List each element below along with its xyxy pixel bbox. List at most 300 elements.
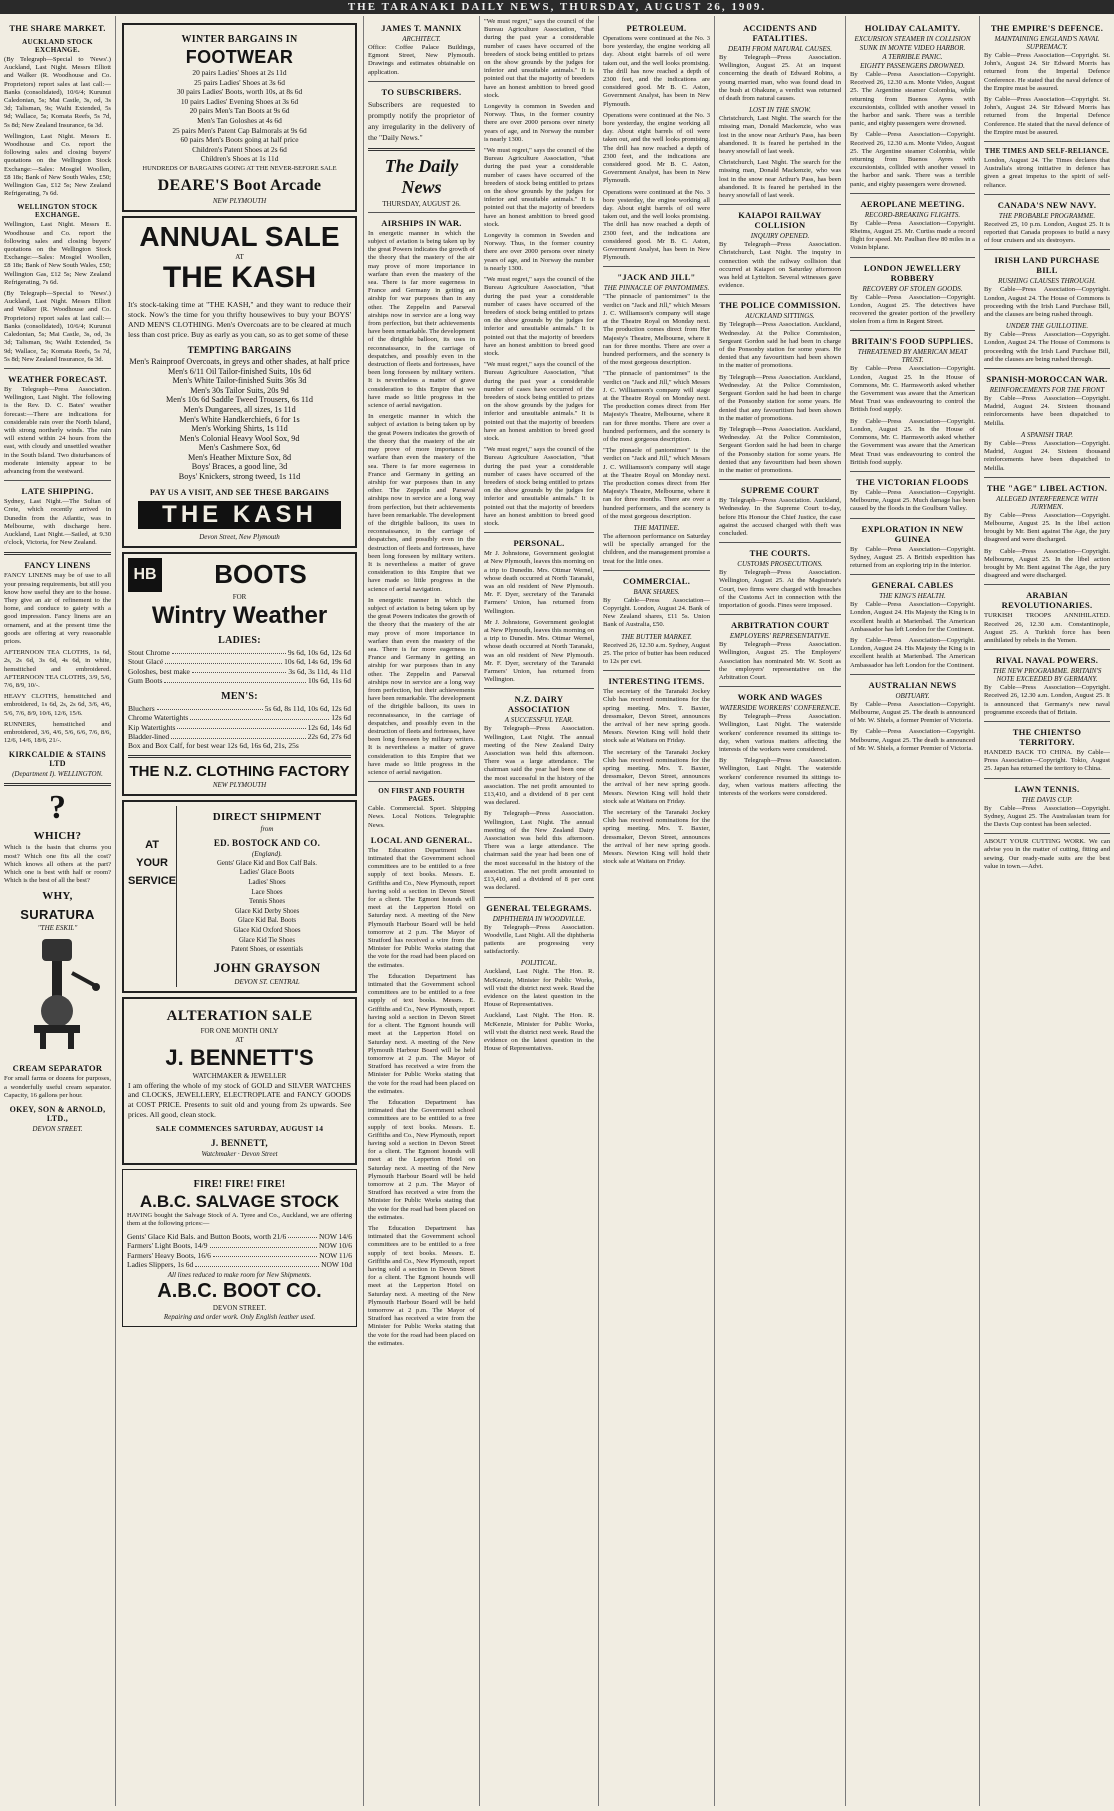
item-name: Gum Boots: [128, 676, 163, 686]
divider: [719, 479, 841, 480]
jewellery-text: By Cable—Press Association—Copyright. London, August 25. The detectives have recovered the greater portion of the jewellery stolen from a firm in Regent Street.: [850, 293, 975, 326]
item-price: 10s 6d, 14s 6d, 19s 6d: [284, 657, 351, 667]
guinea-text: By Cable—Press Association—Copyright. Sydney, August 25. A British expedition has returned from an exploring trip in the interior.: [850, 545, 975, 569]
fancy-linens-heading: FANCY LINENS: [24, 560, 91, 571]
box-calf-text: Box and Box Calf, for best wear 12s 6d, 16s 6d, 21s, 25s: [128, 740, 299, 750]
list-item: Men's Dungarees, all sizes, 1s 11d: [183, 404, 296, 414]
bank-shares-heading: BANK SHARES.: [633, 587, 680, 596]
arabian-heading: ARABIAN REVOLUTIONARIES.: [1001, 590, 1093, 611]
spanish-heading: SPANISH-MOROCCAN WAR.: [986, 374, 1108, 385]
divider: [719, 614, 841, 615]
divider: [603, 266, 710, 267]
divider: [4, 480, 111, 481]
leader-dots: [210, 1241, 317, 1248]
lost-snow-heading: LOST IN THE SNOW.: [749, 106, 811, 115]
list-item: Men's White Tailor-finished Suits 36s 3d: [172, 376, 307, 386]
on-first-text: Cable. Commercial. Sport. Shipping News. Local Notices. Telegraphic News.: [368, 805, 475, 829]
divider: [984, 141, 1110, 142]
masthead: THE TARANAKI DAILY NEWS, THURSDAY, AUGUST 26, 1909.: [0, 0, 1114, 14]
price-row: [128, 723, 351, 733]
work-wages-heading: WORK AND WAGES: [737, 692, 823, 703]
top-text: "We must regret," says the council of the Bureau Agriculture Association, "that during the past year a considerable number of cases have occurred of the breeders of stock being entitled to prizes on the show grounds by the judges for inferior and unsuitable animals." It is pointed out that the majority of breeders have an honest ambition to breed good stock.: [484, 18, 594, 99]
list-item: Men's Cashmere Sox, 6d: [198, 443, 281, 453]
dairy-text: By Telegraph—Press Association. Wellington, Last Night. The annual meeting of the New Zealand Dairy Association was held this afternoon. There was a large attendance. The chairman said the year had been one of the most successful in the history of the association. The net profit amounted to £13,410, and a dividend of 8 per cent was declared.: [484, 725, 594, 807]
subscribers-text: Subscribers are requested to promptly notify the proprietor of any irregularity in the delivery of the "Daily News.": [368, 99, 475, 142]
defence-text-2: By Cable—Press Association—Copyright. St. John's, August 24. Sir Edward Morris has returned from the Imperial Defence Conference. He stated that the naval defence of the Empire must be assured.: [984, 96, 1110, 136]
item-price: 3s 6d, 3s 11d, 4s 11d: [288, 666, 351, 676]
divider: [850, 330, 975, 331]
aeroplane-heading: AEROPLANE MEETING.: [860, 198, 965, 209]
davis-heading: THE DAVIS CUP.: [1021, 795, 1073, 804]
item-name: Goloshes, best make: [128, 666, 190, 676]
top-text-5: "We must regret," says the council of the Bureau Agriculture Association, "that during the past year a considerable number of cases have occurred of the breeders of stock being entitled to prizes on the show grounds by the judges for inferior and unsuitable animals." It is pointed out that the majority of breeders have an honest ambition to breed good stock.: [484, 446, 594, 527]
editorial-text-2: In energetic manner in which the subject of aviation is being taken up by the great Powers indicates the growth of the theory that the mastery of the air may prove of more importance in warfare than even the mastery of the sea. There is far more eagerness in France and Germany in getting an airship for war purposes than in any other. The Zeppelin and Parseval airships now in service are a long way from perfection, but their achievements have been remarkable. The development of the dirigible balloon, its uses in reconnaissance, in the carriage of despatches, and possibly even in the destruction of fleets and fortresses, have been long foreseen by military writers. It is nevertheless a matter of grave consideration to this Empire that we have made so little progress in the science of aerial navigation.: [368, 413, 475, 593]
cables-text: By Cable—Press Association—Copyright. London, August 24. His Majesty the King is in excellent health at Marienbad. The American Ambassador has left London for the Continent.: [850, 601, 975, 633]
item-price: 12s 6d, 14s 6d: [307, 722, 351, 732]
bostock-items-list: [183, 859, 351, 955]
matinee-heading: THE MATINEE.: [633, 523, 680, 532]
jack-jill-heading: "JACK AND JILL": [617, 272, 696, 283]
death-text: By Telegraph—Press Association. Wellington, August 25. At an inquest concerning the death of Edward Robins, a young married man, who was found dead in the bush at Ohakune, a verdict was returned of death from natural causes.: [719, 54, 841, 103]
libel-sub: ALLEGED INTERFERENCE WITH JURYMEN.: [996, 494, 1098, 511]
australian-heading: AUSTRALIAN NEWS: [868, 679, 957, 690]
holiday-text-2: By Cable—Press Association—Copyright. Received 26, 12.30 a.m. Monte Video, August 25. The Argentine steamer Colombia, while returning from Buenos Ayres with excursionists, collided with another vessel in the harbor and sank. There was a terrible panic, and eighty passengers were drowned.: [850, 131, 975, 188]
bostock-title: ED. BOSTOCK AND CO.: [213, 837, 321, 848]
customs-text: By Telegraph—Press Association. Wellington, August 25. At the Magistrate's Court, two firms were charged with breaches of the Customs Act in connection with the importation of goods. Fines were imposed.: [719, 569, 841, 609]
item-name: Bluchers: [128, 703, 155, 713]
aus-text-2: By Cable—Press Association—Copyright. Melbourne, August 25. The death is announced of Mr. W. Shiels, a former Premier of Victoria.: [850, 728, 975, 752]
from-label: from: [260, 824, 274, 833]
alteration-title: ALTERATION SALE: [166, 1007, 313, 1024]
item-name: Kip Watertights: [128, 722, 176, 732]
watchmaker-label: WATCHMAKER & JEWELLER: [192, 1071, 287, 1080]
longevity-text-2: Longevity is common in Sweden and Norway. Thus, in the former country there are over 2000 persons over ninety years of age, and in Norway the number is nearly 1300.: [484, 232, 594, 272]
abc-address: DEVON STREET.: [212, 1303, 267, 1312]
irish-heading: IRISH LAND PURCHASE BILL: [994, 255, 1100, 276]
leader-dots: [172, 648, 286, 655]
on-first-heading: ON FIRST AND FOURTH PAGES.: [378, 787, 465, 804]
food-text: By Cable—Press Association—Copyright. London, August 25. In the House of Commons, Mr. C. Harmsworth asked whether the Government was aware that the American Meat Trust was endeavouring to control the British food supply.: [850, 365, 975, 414]
item-price: NOW 14/6: [319, 1231, 352, 1241]
list-item: 30 pairs Ladies' Boots, worth 10s, at 8s 6d: [176, 87, 303, 97]
divider: [984, 649, 1110, 650]
mens-price-list: [128, 704, 351, 742]
wellington-exchange-text-2: (By Telegraph—Special to 'News'.) Auckland, Last Night. Messrs Elliott and Walker (R. Woodhouse and Co. Proprietors) report sales at last call:—Banks (consolidated), 10/6/4; Kurunui Caledonian, 5s; Mai Castle, 3s, od, 3s 3d; Talisman, 9s; Waihi Extended, 5s 9d; Wallace, 5s; Komata Reefs, 5s 7d, 5s 8d; New Zealand Insurance, 6s 3d.: [4, 290, 111, 363]
leader-dots: [190, 713, 329, 720]
item-name: Farmers' Light Boots, 14/9: [127, 1241, 208, 1251]
ad-text: ABOUT YOUR CUTTING WORK. We can advise you in the matter of cutting, fitting and sewing. Our ready-made suits are the best value in town.—Advt.: [984, 838, 1110, 870]
chientso-text: HANDED BACK TO CHINA. By Cable—Press Association—Copyright. Tokio, August 25. Japan has returned the territory to China.: [984, 748, 1110, 773]
trap-heading: A SPANISH TRAP.: [1021, 430, 1073, 439]
kaiapoi-text: By Telegraph—Press Association. Christchurch, Last Night. The inquiry in connection with the railway collision that occurred at Kaiapoi on Saturday afternoon was held at Lyttelton. Several witnesses gave evidence.: [719, 241, 841, 290]
list-item: Men's 10s 6d Saddle Tweed Trousers, 6s 11d: [166, 395, 313, 405]
subscribers-heading: TO SUBSCRIBERS.: [381, 86, 462, 97]
england-label: (England).: [251, 849, 283, 858]
item-price: 22s 6d, 27s 6d: [307, 732, 351, 742]
divider: [4, 783, 111, 786]
bennett-ad: [122, 997, 357, 1165]
diphtheria-text: By Telegraph—Press Association. Woodville, Last Night. All the diphtheria patients are progressing very satisfactorily.: [484, 923, 594, 956]
divider: [984, 584, 1110, 585]
salvage-price-list: [127, 1232, 352, 1270]
salvage-text: HAVING bought the Salvage Stock of A. Tyree and Co., Auckland, we are offering them at the following prices:—: [127, 1212, 352, 1228]
all-lines-text: All lines reduced to make room for New Shipments.: [167, 1270, 312, 1279]
the-kash-title: THE KASH: [162, 260, 317, 294]
jack-jill-text-2: "The pinnacle of pantomimes" is the verdict on "Jack and Jill," which Messrs J. C. Williamson's company will stage at the Theatre Royal on Monday next. The production comes direct from Her Majesty's Theatre, Melbourne, where it ran for three months. There are over a hundred performers, and the scenery is of the most gorgeous description.: [603, 370, 710, 443]
leader-dots: [165, 657, 282, 664]
list-item: Boys' Knickers, strong tweed, 1s 11d: [178, 472, 301, 482]
leader-dots: [171, 732, 306, 739]
at-label-2: AT: [235, 1035, 244, 1044]
item-price: 10s 6d, 11s 6d: [307, 676, 351, 686]
list-item: Men's Heather Mixture Sox, 8d: [187, 452, 292, 462]
list-item: 20 pairs Men's Tan Boots at 9s 6d: [189, 106, 290, 116]
column-2: [116, 16, 364, 1806]
obituary-heading: OBITUARY.: [895, 691, 930, 700]
price-row: [128, 657, 351, 667]
nz-clothing-address: NEW PLYMOUTH: [212, 780, 267, 789]
cream-separator-text: For small farms or dozens for purposes, a wonderfully useful cream separator. Capacity, 16 gallons per hour.: [4, 1075, 111, 1099]
longevity-text: Longevity is common in Sweden and Norway. Thus, in the former country there are over 2000 persons over ninety years of age, and in Norway the number is nearly 1300.: [484, 103, 594, 143]
column-5: [599, 16, 715, 1806]
dairy-text-2: By Telegraph—Press Association. Wellington, Last Night. The annual meeting of the New Zealand Dairy Association was held this afternoon. There was a large attendance. The chairman said the year had been one of the most successful in the history of the association. The net profit amounted to £13,410, and a dividend of 8 per cent was declared.: [484, 810, 594, 892]
shipping-text: Sydney, Last Night.—The Sultan of Crete, which recently arrived in Dunedin from the Atlantic, was in Melbourne, with discharge here. Auckland, Last Night.—Sailed, at 9.30 o'clock, Victoria, for New Zealand.: [4, 498, 111, 547]
shipping-heading: LATE SHIPPING.: [21, 486, 94, 497]
employers-heading: EMPLOYERS' REPRESENTATIVE.: [729, 632, 831, 641]
political-text: Auckland, Last Night. The Hon. R. McKenzie, Minister for Public Works, will visit the district next week. Read the evidence on the latest question in the House of Representatives.: [484, 968, 594, 1009]
price-row: [128, 676, 351, 686]
auckland-exchange-heading: AUCKLAND STOCK EXCHANGE.: [22, 38, 93, 54]
personal-text: Mr J. Johnstone, Government geologist at New Plymouth, leaves this morning on a trip to Dunedin. Mrs. Ottmar Wernel, whose death occurred at North Taranaki, was an old resident of New Plymouth. Mr. F. Dyer, secretary of the Taranaki Farmers' Union, has returned from Wellington.: [484, 550, 594, 615]
abc-boot-title: A.B.C. BOOT CO.: [157, 1279, 322, 1302]
divider: [850, 574, 975, 575]
price-row: [127, 1232, 352, 1242]
spanish-text: By Cable—Press Association—Copyright. Madrid, August 24. Sixteen thousand reinforcements have been dispatched to Melilla.: [984, 395, 1110, 427]
floods-heading: THE VICTORIAN FLOODS: [856, 476, 969, 487]
grayson-ad: [122, 800, 357, 993]
editorial-text-3: In energetic manner in which the subject of aviation is being taken up by the great Powers indicates the growth of the theory that the mastery of the air may prove of more importance in warfare than even the mastery of the sea. There is far more eagerness in France and Germany in getting an airship for war purposes than in any other. The Zeppelin and Parseval airships now in service are a long way from perfection, but their achievements have been remarkable. The development of the dirigible balloon, its uses in reconnaissance, in the carriage of despatches, and possibly even in the destruction of fleets and fortresses, have been long foreseen by military writers. It is nevertheless a matter of grave consideration to this Empire that we have made so little progress in the science of aerial navigation.: [368, 596, 475, 777]
abc-footer: Repairing and order work. Only English leather used.: [163, 1312, 316, 1321]
architect-label: ARCHITECT.: [402, 35, 441, 43]
bennett-text: I am offering the whole of my stock of GOLD and SILVER WATCHES and CLOCKS, JEWELLERY, ELECTROPLATE and FANCY GOODS at COST PRICE. Presents to suit old and young from 2s upwards. See prices. All good, clean stock.: [128, 1080, 351, 1119]
james-heading: JAMES T. MANNIX: [381, 23, 462, 33]
divider: [4, 368, 111, 369]
record-heading: RECORD-BREAKING FLIGHTS.: [864, 210, 961, 219]
mens-heading: MEN'S:: [221, 690, 258, 702]
okey-heading: OKEY, SON & ARNOLD, LTD.,: [9, 1105, 106, 1124]
share-market-heading: THE SHARE MARKET.: [9, 23, 106, 33]
grayson-title: JOHN GRAYSON: [213, 959, 321, 975]
list-item: Children's Patent Shoes at 2s 6d: [192, 144, 287, 154]
list-item: Glace Kid Oxford Shoes: [233, 927, 301, 935]
wages-text: By Telegraph—Press Association. Wellington, Last Night. The waterside workers' conference resumed its sittings to-day, when various matters affecting the interests of the workers were considered.: [719, 713, 841, 753]
paper-title: The Daily News: [384, 155, 459, 197]
lost-snow-text: Christchurch, Last Night. The search for the missing man, Donald Mackenzie, who was lost in the snow near Arthur's Pass, has been abandoned. It is feared he perished in the heavy snowfall of last week.: [719, 115, 841, 156]
list-item: Men's 30s Tailor Suits, 20s 9d: [190, 385, 289, 395]
top-text-2: "We must regret," says the council of the Bureau Agriculture Association, "that during the past year a considerable number of cases have occurred of the breeders of stock being entitled to prizes on the show grounds by the judges for inferior and unsuitable animals." It is pointed out that the majority of breeders have an honest ambition to breed good stock.: [484, 147, 594, 228]
arbitration-text: By Telegraph—Press Association. Wellington, August 25. The Employers' Association has nominated Mr. W. Scott as the employers' representative on the Arbitration Court.: [719, 641, 841, 681]
cream-separator-icon: [4, 933, 110, 1053]
tennis-text: By Cable—Press Association—Copyright. Sydney, August 25. The Australasian team for the Davis Cup contest has been selected.: [984, 804, 1110, 828]
reinforcements-heading: REINFORCEMENTS FOR THE FRONT: [989, 386, 1105, 395]
supreme-heading: SUPREME COURT: [741, 485, 819, 496]
times-heading: THE TIMES AND SELF-RELIANCE.: [984, 147, 1110, 156]
abc-salvage-title: A.B.C. SALVAGE STOCK: [139, 1192, 340, 1212]
guinea-heading: EXPLORATION IN NEW GUINEA: [861, 523, 964, 544]
column-6: [715, 16, 846, 1806]
cream-separator-heading: CREAM SEPARATOR: [12, 1063, 103, 1074]
divider: [719, 686, 841, 687]
top-text-4: "We must regret," says the council of the Bureau Agriculture Association, "that during the past year a considerable number of cases have occurred of the breeders of stock being entitled to prizes on the show grounds by the judges for inferior and unsuitable animals." It is pointed out that the majority of breeders have an honest ambition to breed good stock.: [484, 361, 594, 442]
item-price: 9s 6d, 10s 6d, 12s 6d: [287, 647, 351, 657]
excursion-heading: EXCURSION STEAMER IN COLLISION: [854, 35, 971, 43]
annual-sale-title: ANNUAL SALE: [139, 220, 340, 252]
interesting-heading: INTERESTING ITEMS.: [608, 676, 705, 687]
divider: [984, 833, 1110, 834]
leader-dots: [288, 1232, 317, 1239]
deares-title: DEARE'S Boot Arcade: [157, 176, 322, 194]
divider: [484, 532, 594, 533]
list-item: Ladies' Shoes: [248, 879, 286, 887]
auckland-exchange-text: (By Telegraph—Special to 'News'.) Auckland, Last Night. Messrs Elliott and Walker (R. Woodhouse and Co. Proprietors) report sales at last call:—Banks (consolidated), 10/6/4; Kurunui Caledonian, 5s; Mai Castle, 3s, od, 3s 3d; Talisman, 9s; Waihi Extended, 5s 9d; Wallace, 5s; Komata Reefs, 5s 7d, 5s 8d; New Zealand Insurance, 6s 3d.: [4, 56, 111, 129]
jack-jill-text-3: "The pinnacle of pantomimes" is the verdict on "Jack and Jill," which Messrs J. C. Williamson's company will stage at the Theatre Royal on Monday next. The production comes direct from Her Majesty's Theatre, Melbourne, where it ran for three months. There are over a hundred performers, and the scenery is of the most gorgeous description.: [603, 447, 710, 520]
list-item: Men's White Handkerchiefs, 6 for 1s: [179, 414, 300, 424]
food-heading: BRITAIN'S FOOD SUPPLIES.: [851, 336, 974, 347]
item-name: Stout Glacé: [128, 657, 164, 667]
canada-text: Received 25, 10 p.m. London, August 25. It is reported that Canada proposes to build a navy of four cruisers and six destroyers.: [984, 220, 1110, 245]
kirkcaldie-heading: KIRKCALDIE & STAINS LTD: [8, 750, 107, 769]
local-general-text-3: The Education Department has intimated that the Government school committees are to be entitled to a free supply of text books. Messrs. E. Griffiths and Co., New Plymouth, report having sold a section in Devon Street for a client. The Egmont hounds will meet at the Lepperton Hotel on Saturday next. A meeting of the New Plymouth Harbour Board will be held tomorrow at 2 p.m. The Mayor of Stratford has received a wire from the Minister for Public Works stating that the vote for the road had been placed on the estimates.: [368, 1098, 475, 1221]
guillotine-heading: UNDER THE GUILLOTINE.: [1005, 322, 1089, 331]
footwear-title: FOOTWEAR: [185, 47, 294, 67]
commercial-heading: COMMERCIAL.: [622, 575, 691, 586]
waterside-heading: WATERSIDE WORKERS' CONFERENCE.: [719, 704, 841, 713]
james-text: Office: Coffee Palace Buildings, Egmont Street, New Plymouth. Drawings and estimates obtainable on application.: [368, 44, 475, 76]
suratura-heading: SURATURA: [20, 907, 95, 923]
which-text: Which is the basin that churns you most? Which one fits all the cost? Which knows all others at the part? Which one is best with half or room? Which is the best of all the best?: [4, 844, 111, 885]
divider: [984, 721, 1110, 722]
personal-text-2: Mr J. Johnstone, Government geologist at New Plymouth, leaves this morning on a trip to Dunedin. Mrs. Ottmar Wernel, whose death occurred at North Taranaki, was an old resident of New Plymouth. Mr. F. Dyer, secretary of the Taranaki Farmers' Union, has returned from Wellington.: [484, 618, 594, 684]
general-telegrams-heading: GENERAL TELEGRAMS.: [486, 902, 592, 913]
food-sub: THREATENED BY AMERICAN MEAT TRUST.: [857, 348, 968, 365]
item-price: 12s 6d: [331, 713, 351, 723]
divider: [850, 471, 975, 472]
heavy-cloths-text: HEAVY CLOTHS, hemstitched and embroidered, 1s 6d, 2s, 2s 6d, 3/6, 4/6, 5/6, 7/6, 8/9, 10/6, 12/6, 15/6.: [4, 693, 111, 717]
sunk-heading: SUNK IN MONTE VIDEO HARBOR.: [859, 44, 966, 52]
rival-text: By Cable—Press Association—Copyright. Received 26, 12.30 a.m. London, August 25. It is announced that Germany's new naval programme exceeds that of Britain.: [984, 684, 1110, 716]
ladies-heading: LADIES:: [218, 634, 261, 646]
times-text: London, August 24. The Times declares that Australia's strong initiative in defence has given a great impetus to the spirit of self-reliance.: [984, 157, 1110, 189]
list-item: 25 pairs Men's Patent Cap Balmorals at 9s 6d: [172, 125, 307, 135]
list-item: Ladies' Glace Boots: [239, 869, 295, 877]
auckland-sittings-heading: AUCKLAND SITTINGS.: [745, 312, 815, 321]
list-item: Men's Tan Goloshes at 4s 6d: [197, 115, 282, 125]
okey-address: DEVON STREET.: [32, 1125, 83, 1134]
divider: [984, 778, 1110, 779]
petroleum-text: Operations were continued at the No. 3 bore yesterday, the engine working all day. About eight barrels of oil were taken out, and the well looks promising. The drill has now reached a depth of 2300 feet, and the indications are considered good. Mr B. C. Aston, Government Analyst, has been in New Plymouth.: [603, 35, 710, 108]
divider: [984, 194, 1110, 195]
cables-heading: GENERAL CABLES: [871, 580, 954, 591]
item-price: NOW 11/6: [319, 1250, 352, 1260]
chientso-heading: THE CHIENTSO TERRITORY.: [1012, 726, 1082, 747]
kash-logo: THE KASH: [138, 501, 341, 529]
why-heading: WHY,: [42, 890, 73, 903]
list-item: Glace Kid Derby Shoes: [234, 907, 300, 915]
canada-sub: THE PROBABLE PROGRAMME.: [998, 211, 1096, 220]
libel-text-2: By Cable—Press Association—Copyright. Melbourne, August 25. In the libel action brought by Mr. Bent against The Age, the jury disagreed and were discharged.: [984, 547, 1110, 580]
divider: [984, 368, 1110, 369]
local-general-heading: LOCAL AND GENERAL.: [370, 834, 473, 845]
leader-dots: [157, 704, 263, 711]
editorial-text-1: In energetic manner in which the subject of aviation is being taken up by the great Powers indicates the growth of the theory that the mastery of the air may prove of more importance in warfare than even the mastery of the sea. There is far more eagerness in France and Germany in getting an airship for war purposes than in any other. The Zeppelin and Parseval airships now in service are a long way from perfection, but their achievements have been remarkable. The development of the dirigible balloon, its uses in reconnaissance, in the carriage of despatches, and possibly even in the destruction of fleets and fortresses, have been long foreseen by military writers. It is nevertheless a matter of grave consideration to this Empire that we have made so little progress in the science of aerial navigation.: [368, 229, 475, 410]
price-row: [127, 1260, 352, 1270]
list-item: Men's Colonial Heavy Wool Sox, 9d: [179, 433, 300, 443]
abc-ad: [122, 1169, 357, 1326]
list-item: Glace Kid Tie Shoes: [238, 936, 296, 944]
canada-heading: CANADA'S NEW NAVY.: [997, 199, 1097, 210]
grayson-address: DEVON ST. CENTRAL: [234, 977, 300, 986]
sale-commences: SALE COMMENCES SATURDAY, AUGUST 14: [155, 1124, 324, 1134]
item-name: Ladies Slippers, 1s 6d: [127, 1260, 194, 1270]
column-7: [846, 16, 980, 1806]
for-label: FOR: [232, 592, 247, 601]
irish-text-2: By Cable—Press Association—Copyright. London, August 24. The House of Commons is proceeding with the Irish Land Purchase Bill, and the clauses are being rushed through.: [984, 331, 1110, 363]
jewellery-heading: LONDON JEWELLERY ROBBERY: [863, 262, 962, 283]
floods-text: By Cable—Press Association—Copyright. Melbourne, August 25. Much damage has been caused by the floods in the Goulburn Valley.: [850, 488, 975, 513]
divider: [850, 518, 975, 519]
list-item: 20 pairs Ladies' Shoes at 2s 11d: [192, 68, 287, 77]
auckland-exchange-text-2: Wellington, Last Night. Messrs E. Woodhouse and Co. report the following sales and closing buyers' quotations on the Wellington Stock Exchange:—Sales: Mosgiel Woollen, £8 18s; Bank of New South Wales, £50; Wellington Gas, £12 5s; New Zealand Refrigerating, 7s 6d.: [4, 132, 111, 198]
divider: [603, 570, 710, 571]
leader-dots: [195, 1260, 319, 1267]
tempting-bargains: TEMPTING BARGAINS: [187, 344, 292, 355]
lost-snow-text-2: Christchurch, Last Night. The search for the missing man, Donald Mackenzie, who was lost in the snow near Arthur's Pass, has been abandoned. It is feared he perished in the heavy snowfall of last week.: [719, 159, 841, 200]
divider: [719, 294, 841, 295]
defence-sub: MAINTAINING ENGLAND'S NAVAL SUPREMACY.: [994, 35, 1100, 51]
leader-dots: [177, 723, 305, 730]
wellington-exchange-heading: WELLINGTON STOCK EXCHANGE.: [17, 203, 98, 220]
divider: [368, 781, 475, 782]
bennett-title: J. BENNETT'S: [165, 1044, 314, 1070]
pay-visit-text: PAY US A VISIT, AND SEE THESE BARGAINS: [149, 487, 330, 497]
fancy-linens-text: FANCY LINENS may be of use to all your pressing requirements, but still you know how useful they are to the house. They give an air of refinement to the home, and conduce to gaiety with a good impression. Fancy linens are an ornament, and at the present time the goods are offering at very reasonable prices.: [4, 572, 111, 645]
boots-title: BOOTS: [214, 559, 307, 590]
divider: [984, 249, 1110, 250]
deares-ad: [122, 23, 357, 212]
petroleum-text-2: Operations were continued at the No. 3 bore yesterday, the engine working all day. About eight barrels of oil were taken out, and the well looks promising. The drill has now reached a depth of 2300 feet, and the indications are considered good. Mr B. C. Aston, Government Analyst, has been in New Plymouth.: [603, 111, 710, 185]
wellington-exchange-text: Wellington, Last Night. Messrs E. Woodhouse and Co. report the following sales and closing buyers' quotations on the Wellington Stock Exchange:—Sales: Mosgiel Woollen, £8 18s; Bank of New South Wales, £50; Wellington Gas, £12 5s; New Zealand Refrigerating, 7s 6d.: [4, 221, 111, 286]
petroleum-text-3: Operations were continued at the No. 3 bore yesterday, the engine working all day. About eight barrels of oil were taken out, and the well looks promising. The drill has now reached a depth of 2300 feet, and the indications are considered good. Mr B. C. Aston, Government Analyst, has been in New Plymouth.: [603, 188, 710, 262]
list-item: 60 pairs Men's Boots going at half price: [180, 135, 299, 145]
holiday-heading: HOLIDAY CALAMITY.: [864, 23, 961, 33]
irish-text: By Cable—Press Association—Copyright. London, August 24. The House of Commons is proceeding with the Irish Land Purchase Bill, and the clauses are being rushed through.: [984, 286, 1110, 319]
divider: [603, 670, 710, 671]
list-item: Men's 6/11 Oil Tailor-finished Suits, 10s 6d: [168, 366, 311, 376]
item-price: NOW 10/6: [319, 1241, 352, 1251]
date-line: THURSDAY, AUGUST 26.: [382, 199, 461, 208]
accidents-heading: ACCIDENTS AND FATALITIES.: [742, 23, 818, 43]
price-row: [127, 1251, 352, 1261]
matinee-text: The afternoon performance on Saturday will be specially arranged for the children, and the management promise a treat for the little ones.: [603, 532, 710, 565]
butter-text: Received 26, 12.30 a.m. Sydney, August 25. The price of butter has been reduced to 12s per cwt.: [603, 641, 710, 665]
price-row: [127, 1241, 352, 1251]
kash-intro: It's stock-taking time at "THE KASH," and they want to reduce their stock. Now's the time for you thrifty housewives to buy your BOYS' AND MEN'S CLOTHING. Men's Overcoats are to be cleared at much less than cost price. Buy as early as you can, so as to get some of these: [128, 299, 351, 339]
fire-text: FIRE! FIRE! FIRE!: [193, 1179, 286, 1191]
list-item: 10 pairs Ladies' Evening Shoes at 3s 6d: [180, 96, 299, 106]
divider: [850, 257, 975, 258]
afternoon-cloths-text: AFTERNOON TEA CLOTHS, 1s 6d, 2s, 2s 6d, 3s 6d, 4s 6d, in white, hemstitched and embroidered. AFTERNOON TEA CLOTHS, 3/9, 5/6, 7/6, 8/9, 10/-.: [4, 649, 111, 689]
eskil-label: "THE ESKIL": [37, 924, 78, 933]
butter-heading: THE BUTTER MARKET.: [621, 632, 692, 641]
which-heading: WHICH?: [33, 830, 82, 843]
kaiapoi-heading: KAIAPOI RAILWAY COLLISION: [738, 210, 822, 231]
weather-heading: WEATHER FORECAST.: [8, 373, 107, 384]
price-row: [128, 667, 351, 677]
divider: [484, 897, 594, 898]
divider: [4, 552, 111, 555]
question-mark-icon: ?: [49, 789, 66, 827]
leader-dots: [192, 667, 287, 674]
divider: [484, 688, 594, 689]
death-natural-heading: DEATH FROM NATURAL CAUSES.: [728, 45, 832, 53]
divider: [719, 542, 841, 543]
winter-items-list: [128, 68, 351, 164]
food-text-2: By Cable—Press Association—Copyright. London, August 25. In the House of Commons, Mr. C. Harmsworth asked whether the Government was aware that the American Meat Trust was endeavouring to control the British food supply.: [850, 417, 975, 466]
rival-sub: THE NEW PROGRAMME. BRITAIN'S NOTE EXCEEDED BY GERMANY.: [992, 667, 1102, 684]
column-4: [480, 16, 599, 1806]
divider: [850, 193, 975, 194]
courts-heading: THE COURTS.: [749, 548, 811, 559]
divider: [984, 477, 1110, 478]
tennis-heading: LAWN TENNIS.: [1014, 783, 1080, 794]
divider: [368, 148, 475, 151]
nz-clothing-title: THE N.Z. CLOTHING FACTORY: [129, 762, 350, 780]
police-text-2: By Telegraph—Press Association. Auckland, Wednesday. At the Police Commission, Sergeant Gordon said he had been in charge of the Ponsonby station for some years. He denied that any favouritism had been shown in the matter of promotions.: [719, 373, 841, 422]
ladies-price-list: [128, 648, 351, 686]
list-item: Men's Working Shirts, 1s 11d: [191, 424, 288, 434]
leader-dots: [164, 676, 306, 683]
list-item: Boys' Braces, a good line, 3d: [191, 462, 288, 472]
jack-jill-sub: THE PINNACLE OF PANTOMIMES.: [603, 284, 710, 293]
column-1: [0, 16, 116, 1806]
local-general-text-2: The Education Department has intimated that the Government school committees are to be entitled to a free supply of text books. Messrs. E. Griffiths and Co., New Plymouth, report having sold a section in Devon Street for a client. The Egmont hounds will meet at the Lepperton Hotel on Saturday next. A meeting of the New Plymouth Harbour Board will be held tomorrow at 2 p.m. The Mayor of Stratford has received a wire from the Minister for Public Works stating that the vote for the road had been placed on the estimates.: [368, 972, 475, 1095]
customs-heading: CUSTOMS PROSECUTIONS.: [737, 560, 823, 569]
item-price: 5s 6d, 8s 11d, 10s 6d, 12s 6d: [264, 703, 351, 713]
list-item: Men's Rainproof Overcoats, in greys and other shades, at half price: [129, 356, 350, 366]
item-name: Farmers' Heavy Boots, 16/6: [127, 1250, 211, 1260]
wages-text-2: By Telegraph—Press Association. Wellington, Last Night. The waterside workers' conference resumed its sittings to-day, when various matters affecting the interests of the workers were considered.: [719, 757, 841, 797]
arabian-text: TURKISH TROOPS ANNIHILATED. Received 26, 12.30 a.m. Constantinople, August 25. A Turkish force has been annihilated by rebels in the Yemen.: [984, 612, 1110, 644]
winter-title: WINTER BARGAINS IN: [181, 34, 298, 45]
dairy-sub: A SUCCESSFUL YEAR.: [504, 716, 574, 725]
item-name: Chrome Watertights: [128, 713, 189, 723]
personal-heading: PERSONAL.: [513, 538, 565, 549]
political-text-2: Auckland, Last Night. The Hon. R. McKenzie, Minister for Public Works, will visit the district next week. Read the evidence on the latest question in the House of Representatives.: [484, 1012, 594, 1053]
item-name: Gents' Glace Kid Bals. and Button Boots, worth 21/6: [127, 1231, 287, 1241]
price-row: [128, 704, 351, 714]
one-month-text: FOR ONE MONTH ONLY: [200, 1026, 279, 1035]
price-row: [128, 713, 351, 723]
police-text: By Telegraph—Press Association. Auckland, Wednesday. At the Police Commission, Sergeant Gordon said he had been in charge of the Ponsonby station for some years. He denied that any favouritism had been shown in the matter of promotions.: [719, 321, 841, 370]
item-name: Bladder-lined: [128, 732, 170, 742]
irish-sub: RUSHING CLAUSES THROUGH.: [998, 277, 1096, 286]
interesting-text: The secretary of the Taranaki Jockey Club has received nominations for the spring meeting. Mrs. T. Baxter, dressmaker, Devon Street, announces the arrival of her new spring goods. Messrs. Newton King will hold their stock sale at Waitara on Friday.: [603, 688, 710, 745]
interesting-text-2: The secretary of the Taranaki Jockey Club has received nominations for the spring meeting. Mrs. T. Baxter, dressmaker, Devon Street, announces the arrival of her new spring goods. Messrs. Newton King will hold their stock sale at Waitara on Friday.: [603, 748, 710, 805]
bennett-signature-sub: Watchmaker · Devon Street: [201, 1150, 278, 1159]
kings-health-heading: THE KING'S HEALTH.: [879, 592, 946, 601]
local-general-text-4: The Education Department has intimated that the Government school committees are to be entitled to a free supply of text books. Messrs. E. Griffiths and Co., New Plymouth, report having sold a section in Devon Street for a client. The Egmont hounds will meet at the Lepperton Hotel on Saturday next. A meeting of the New Plymouth Harbour Board will be held tomorrow at 2 p.m. The Mayor of Stratford has received a wire from the Minister for Public Works stating that the vote for the road had been placed on the estimates.: [368, 1224, 475, 1347]
defence-heading: THE EMPIRE'S DEFENCE.: [990, 23, 1104, 33]
